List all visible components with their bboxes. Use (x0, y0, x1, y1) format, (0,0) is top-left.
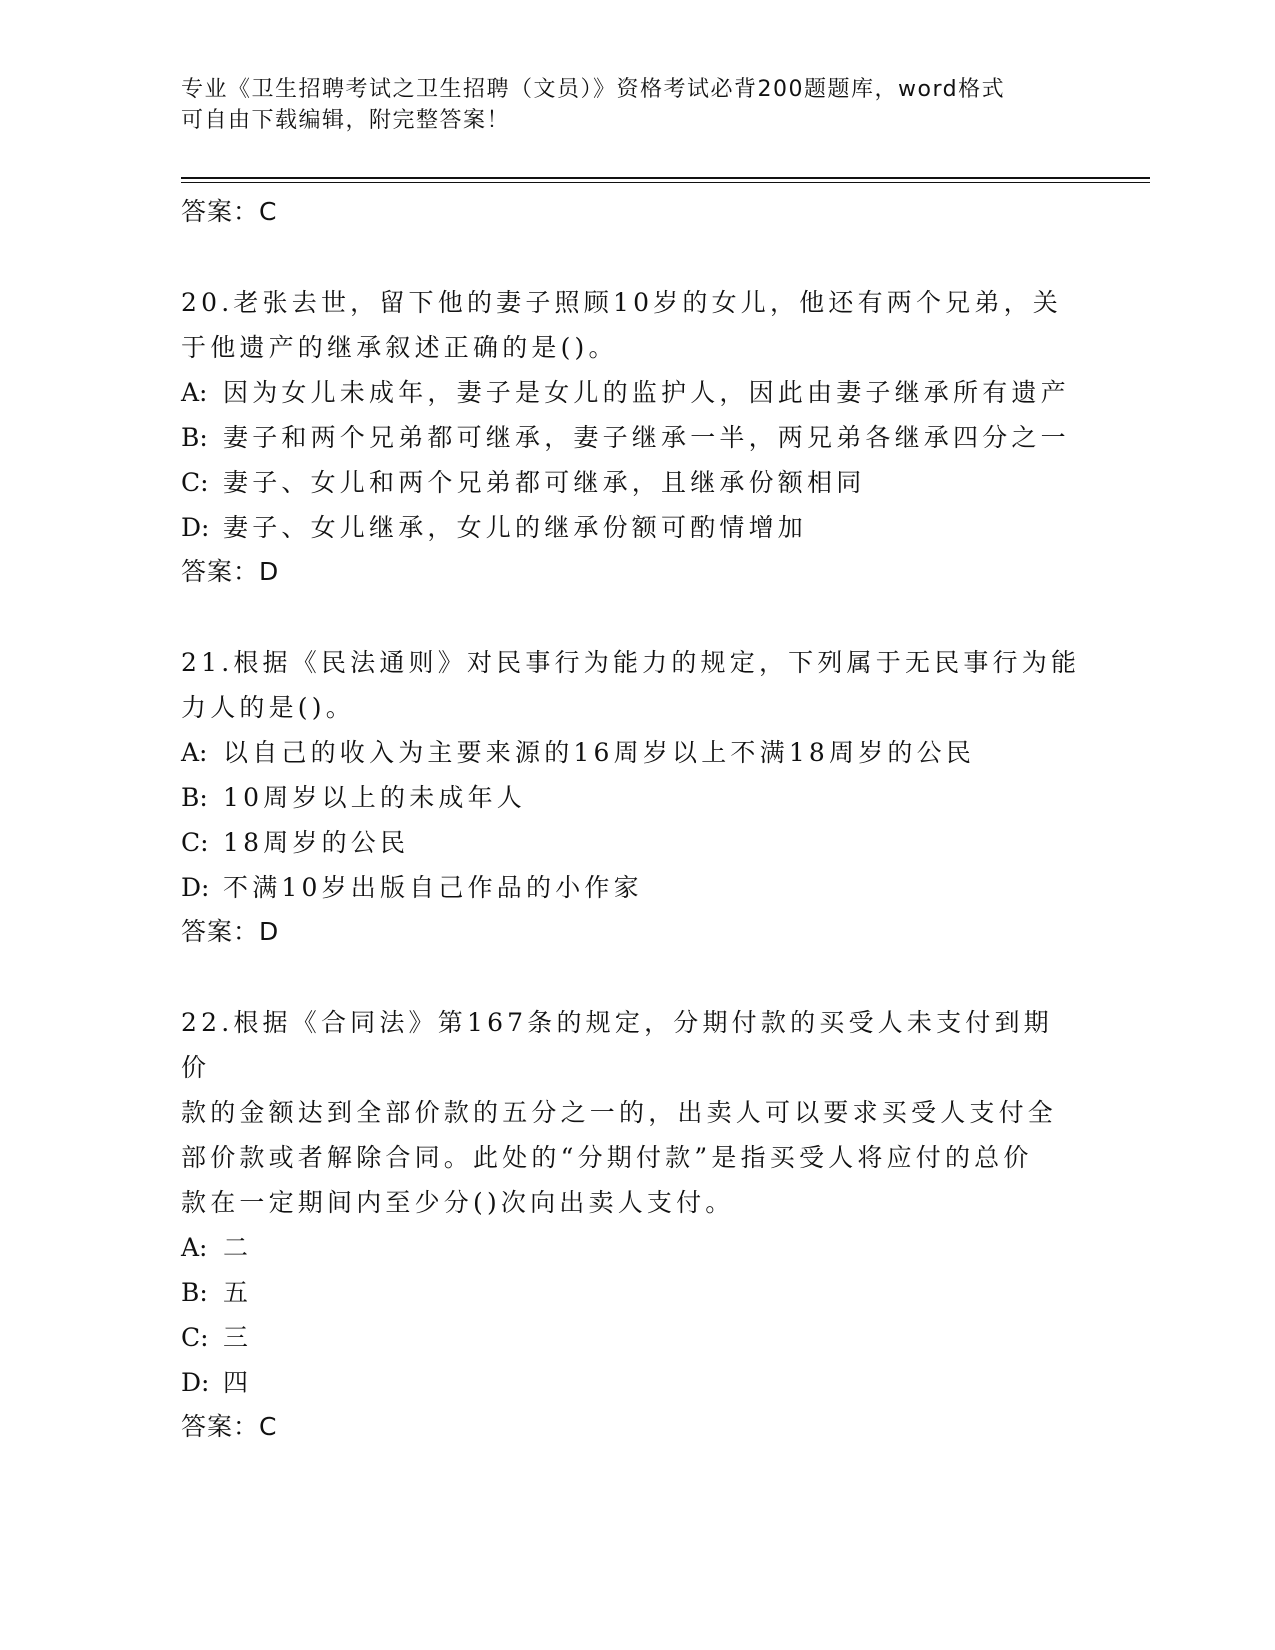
question-stem-line: 22.根据《合同法》第167条的规定，分期付款的买受人未支付到期价 (181, 1008, 1053, 1082)
question-stem-line: 20.老张去世，留下他的妻子照顾10岁的女儿，他还有两个兄弟，关 (181, 288, 1062, 317)
option-label: A: (181, 1233, 208, 1262)
question-stem-line: 力人的是()。 (181, 693, 355, 722)
option-text: 妻子、女儿继承，女儿的继承份额可酌情增加 (223, 513, 808, 542)
answer-line: 答案：C (181, 1412, 278, 1441)
option-d (181, 865, 1081, 910)
header-rule-thin (181, 182, 1150, 183)
question-stem-line: 于他遗产的继承叙述正确的是()。 (181, 333, 618, 362)
option-text: 三 (223, 1323, 253, 1352)
option-label: A: (181, 738, 208, 767)
option-b (181, 1270, 1081, 1315)
option-text: 二 (223, 1233, 253, 1262)
option-d (181, 1360, 1081, 1405)
option-text: 18周岁的公民 (223, 828, 410, 857)
option-text: 以自己的收入为主要来源的16周岁以上不满18周岁的公民 (223, 738, 976, 767)
option-label: B: (181, 423, 208, 452)
option-text: 因为女儿未成年，妻子是女儿的监护人，因此由妻子继承所有遗产 (223, 378, 1070, 407)
option-b (181, 775, 1081, 820)
option-a (181, 730, 1081, 775)
option-label: D: (181, 513, 210, 542)
question-stem-line: 款在一定期间内至少分()次向出卖人支付。 (181, 1188, 735, 1217)
option-text: 妻子和两个兄弟都可继承，妻子继承一半，两兄弟各继承四分之一 (223, 423, 1070, 452)
option-label: C: (181, 828, 209, 857)
answer-line: 答案：D (181, 557, 280, 586)
question-21 (181, 640, 1081, 954)
option-label: B: (181, 783, 208, 812)
answer-line: 答案：D (181, 917, 280, 946)
option-c (181, 460, 1081, 505)
option-d (181, 505, 1081, 550)
header-line-1: 专业《卫生招聘考试之卫生招聘（文员）》资格考试必背200题题库，word格式 (181, 77, 1006, 102)
option-text: 不满10岁出版自己作品的小作家 (223, 873, 643, 902)
option-text: 四 (223, 1368, 253, 1397)
option-label: D: (181, 873, 210, 902)
document-header (181, 74, 1051, 136)
question-stem-line: 部价款或者解除合同。此处的“分期付款”是指买受人将应付的总价 (181, 1143, 1033, 1172)
option-text: 妻子、女儿和两个兄弟都可继承，且继承份额相同 (223, 468, 866, 497)
option-text: 五 (223, 1278, 253, 1307)
option-c (181, 1315, 1081, 1360)
option-label: A: (181, 378, 208, 407)
option-a (181, 370, 1081, 415)
option-text: 10周岁以上的未成年人 (223, 783, 527, 812)
question-22 (181, 1000, 1081, 1449)
option-c (181, 820, 1081, 865)
question-stem-line: 款的金额达到全部价款的五分之一的，出卖人可以要求买受人支付全 (181, 1098, 1058, 1127)
question-stem-line: 21.根据《民法通则》对民事行为能力的规定，下列属于无民事行为能 (181, 648, 1081, 677)
option-b (181, 415, 1081, 460)
question-20 (181, 280, 1081, 594)
question-list (181, 190, 1081, 1449)
option-a (181, 1225, 1081, 1270)
option-label: B: (181, 1278, 208, 1307)
header-line-2: 可自由下载编辑，附完整答案！ (181, 108, 511, 133)
answer-line: 答案：C (181, 197, 278, 226)
option-label: D: (181, 1368, 210, 1397)
option-label: C: (181, 1323, 209, 1352)
option-label: C: (181, 468, 209, 497)
header-rule-thick (181, 177, 1150, 179)
